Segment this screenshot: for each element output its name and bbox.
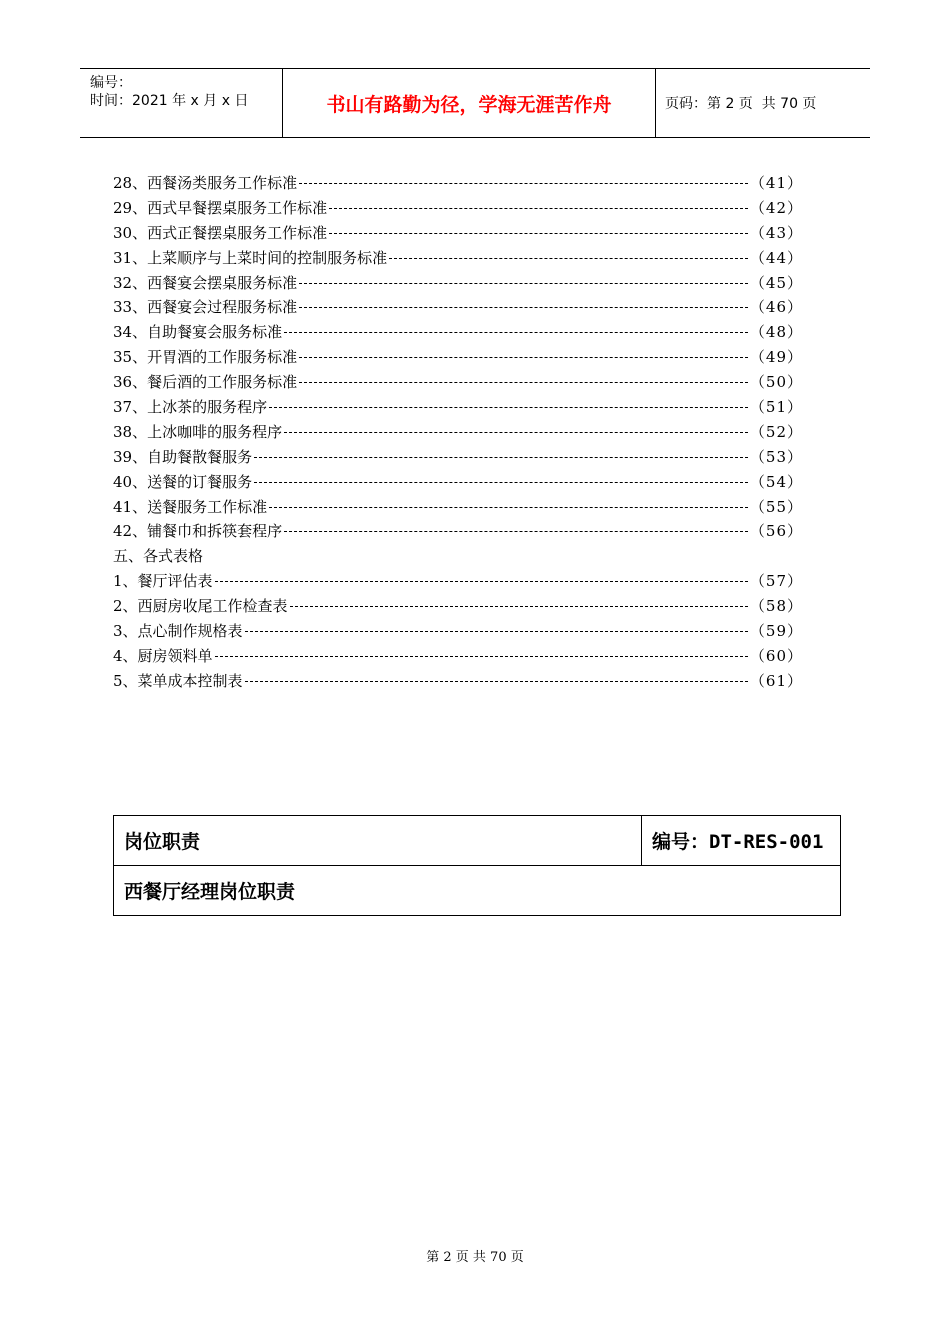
toc-entry-label: 35、开胃酒的工作服务标准 <box>113 348 298 367</box>
toc-entry-page: （51） <box>749 397 803 416</box>
toc-entry-page: （52） <box>749 422 803 441</box>
toc-entry[interactable] <box>113 643 803 668</box>
toc-entry-label: 38、上冰咖啡的服务程序 <box>113 422 283 441</box>
toc-entry-label: 32、西餐宴会摆桌服务标准 <box>113 273 298 292</box>
toc-entry[interactable] <box>113 294 803 319</box>
toc-entry[interactable] <box>113 270 803 295</box>
date-text: 时间：2021 年 x 月 x 日 <box>90 93 249 109</box>
toc-leader-line <box>254 482 748 483</box>
number-label: 编号： <box>90 75 132 91</box>
motto-text: 书山有路勤为径，学海无涯苦作舟 <box>326 93 612 116</box>
toc-leader-line <box>299 307 748 308</box>
toc-entry[interactable] <box>113 568 803 593</box>
toc-entry[interactable] <box>113 394 803 419</box>
toc-entry-page: （48） <box>749 323 803 342</box>
toc-entry-page: （59） <box>749 621 803 640</box>
toc-entry-page: （45） <box>749 273 803 292</box>
toc-entry-page: （53） <box>749 447 803 466</box>
toc-entry-page: （57） <box>749 572 803 591</box>
toc-entry-page: （42） <box>749 198 803 217</box>
toc-entry[interactable] <box>113 369 803 394</box>
toc-entry[interactable] <box>113 518 803 543</box>
toc-entry-page: （58） <box>749 597 803 616</box>
toc-leader-line <box>329 233 748 234</box>
toc-leader-line <box>245 681 748 682</box>
toc-leader-line <box>284 531 748 532</box>
table-of-contents <box>113 170 803 693</box>
toc-leader-line <box>329 208 748 209</box>
toc-entry[interactable] <box>113 593 803 618</box>
toc-entry[interactable] <box>113 344 803 369</box>
duty-title: 西餐厅经理岗位职责 <box>114 866 841 916</box>
toc-leader-line <box>299 183 748 184</box>
duty-category: 岗位职责 <box>114 816 642 866</box>
toc-leader-line <box>299 382 748 383</box>
toc-section-heading[interactable] <box>113 543 803 568</box>
header-meta <box>80 69 282 137</box>
toc-entry-page: （41） <box>749 173 803 192</box>
toc-entry-label: 36、餐后酒的工作服务标准 <box>113 373 298 392</box>
toc-entry[interactable] <box>113 444 803 469</box>
toc-entry-label: 42、铺餐巾和拆筷套程序 <box>113 522 283 541</box>
toc-leader-line <box>299 283 748 284</box>
toc-entry-label: 41、送餐服务工作标准 <box>113 497 268 516</box>
toc-entry-label: 2、西厨房收尾工作检查表 <box>113 597 288 616</box>
toc-entry-page: （44） <box>749 248 803 267</box>
toc-leader-line <box>269 507 748 508</box>
toc-leader-line <box>389 258 748 259</box>
toc-entry-page: （50） <box>749 373 803 392</box>
toc-entry-page: （46） <box>749 298 803 317</box>
toc-leader-line <box>299 357 748 358</box>
header-page-cell <box>655 69 870 137</box>
header-page-info: 页码：第 2 页 共 70 页 <box>665 96 817 112</box>
page-footer: 第 2 页 共 70 页 <box>426 1250 524 1265</box>
toc-leader-line <box>269 407 748 408</box>
toc-entry-label: 30、西式正餐摆桌服务工作标准 <box>113 223 328 242</box>
header-motto-cell <box>282 69 656 137</box>
toc-entry-label: 1、餐厅评估表 <box>113 572 213 591</box>
duty-table <box>113 815 841 916</box>
toc-leader-line <box>284 432 748 433</box>
toc-entry[interactable] <box>113 494 803 519</box>
toc-entry[interactable] <box>113 668 803 693</box>
toc-entry-label: 34、自助餐宴会服务标准 <box>113 323 283 342</box>
toc-entry-page: （60） <box>749 646 803 665</box>
toc-entry[interactable] <box>113 195 803 220</box>
toc-entry[interactable] <box>113 419 803 444</box>
toc-leader-line <box>215 581 748 582</box>
toc-entry[interactable] <box>113 469 803 494</box>
toc-entry-page: （43） <box>749 223 803 242</box>
toc-entry-label: 28、西餐汤类服务工作标准 <box>113 173 298 192</box>
toc-entry[interactable] <box>113 220 803 245</box>
toc-entry-label: 5、菜单成本控制表 <box>113 671 243 690</box>
toc-entry-label: 39、自助餐散餐服务 <box>113 447 253 466</box>
page-header <box>80 68 870 138</box>
toc-leader-line <box>245 631 748 632</box>
toc-entry[interactable] <box>113 319 803 344</box>
toc-entry-label: 4、厨房领料单 <box>113 646 213 665</box>
duty-code: 编号：DT-RES-001 <box>642 816 841 866</box>
toc-entry-label: 29、西式早餐摆桌服务工作标准 <box>113 198 328 217</box>
toc-entry-label: 3、点心制作规格表 <box>113 621 243 640</box>
toc-entry-page: （49） <box>749 348 803 367</box>
toc-entry-page: （55） <box>749 497 803 516</box>
toc-leader-line <box>254 457 748 458</box>
toc-entry[interactable] <box>113 618 803 643</box>
toc-entry-page: （61） <box>749 671 803 690</box>
toc-leader-line <box>290 606 748 607</box>
toc-entry[interactable] <box>113 170 803 195</box>
toc-entry[interactable] <box>113 245 803 270</box>
toc-entry-page: （56） <box>749 522 803 541</box>
toc-entry-page: （54） <box>749 472 803 491</box>
toc-entry-label: 33、西餐宴会过程服务标准 <box>113 298 298 317</box>
toc-entry-label: 37、上冰茶的服务程序 <box>113 397 268 416</box>
toc-entry-label: 31、上菜顺序与上菜时间的控制服务标准 <box>113 248 388 267</box>
toc-leader-line <box>215 656 748 657</box>
toc-entry-label: 40、送餐的订餐服务 <box>113 472 253 491</box>
toc-leader-line <box>284 332 748 333</box>
toc-entry-label: 五、各式表格 <box>113 547 204 566</box>
